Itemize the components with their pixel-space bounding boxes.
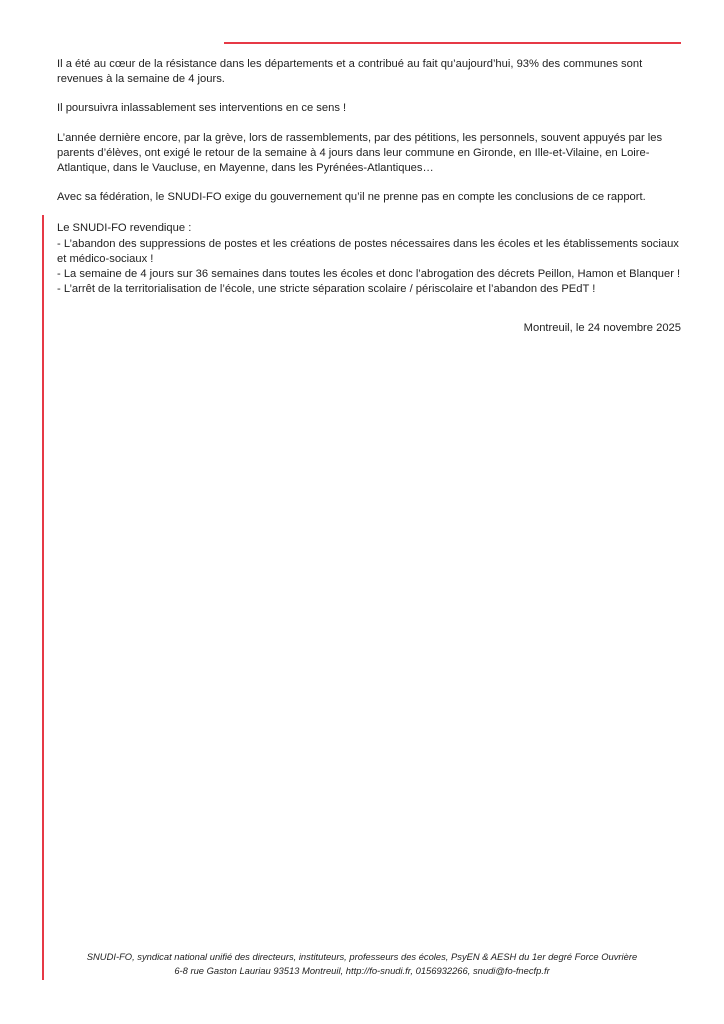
paragraph-resistance: Il a été au cœur de la résistance dans les départements et a contribué au fait qu’aujourd’hui, 93% des communes sont revenues à la semaine de 4 jours. — [57, 58, 643, 86]
place-date-signature: Montreuil, le 24 novembre 2025 — [523, 322, 681, 335]
page-footer — [60, 950, 664, 977]
footer-contact: 6-8 rue Gaston Lauriau 93513 Montreuil, http://fo-snudi.fr, 0156932266, snudi@fo-fnecfp.fr — [174, 964, 550, 976]
paragraph-mobilisation: L’année dernière encore, par la grève, lors de rassemblements, par des pétitions, les personnels, souvent appuyés par les parents d’élèves, ont exigé le retour de la semaine à 4 jours dans leur commune en Gironde, en Ille-et-Vilaine, en Loire-Atlantique, dans le Vaucluse, en Mayenne, dans les Pyrénées-Atlantiques… — [57, 131, 663, 175]
footer-union-name: SNUDI-FO, syndicat national unifié des directeurs, instituteurs, professeurs des écoles, PsyEN & AESH du 1er degré Force Ouvrière — [86, 951, 638, 962]
document-body — [57, 57, 681, 351]
list-item: - La semaine de 4 jours sur 36 semaines dans toutes les écoles et donc l’abrogation des décrets Peillon, Hamon et Blanquer ! — [57, 268, 681, 281]
list-item: - L’abandon des suppressions de postes et les créations de postes nécessaires dans les écoles et les établissements sociaux et médico-sociaux ! — [57, 237, 679, 265]
paragraph-federation: Avec sa fédération, le SNUDI-FO exige du gouvernement qu’il ne prenne pas en compte les conclusions de ce rapport. — [57, 191, 646, 204]
side-divider — [42, 215, 44, 980]
demands-intro: Le SNUDI-FO revendique : — [57, 222, 192, 235]
paragraph-interventions: Il poursuivra inlassablement ses interventions en ce sens ! — [57, 102, 347, 115]
top-divider — [224, 42, 681, 44]
demands-list — [57, 221, 681, 297]
list-item: - L’arrêt de la territorialisation de l’école, une stricte séparation scolaire / périscolaire et l’abandon des PEdT ! — [57, 283, 596, 296]
